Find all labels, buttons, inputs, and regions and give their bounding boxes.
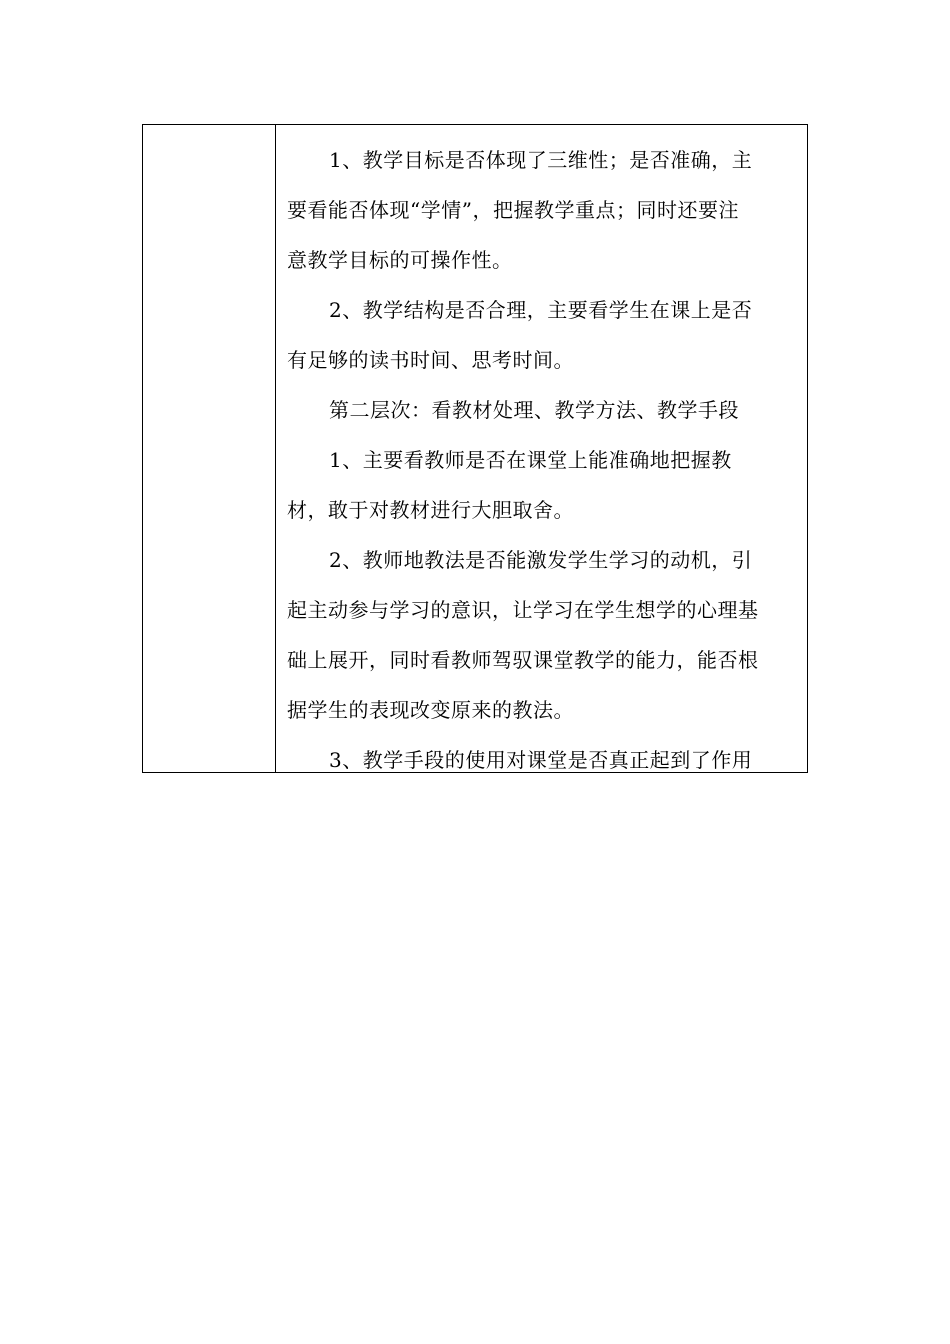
paragraph-teaching-goals: [287, 135, 799, 285]
paragraph-teaching-methods: [287, 535, 799, 735]
text-line: 意教学目标的可操作性。: [287, 248, 513, 272]
text-line: 材，敢于对教材进行大胆取舍。: [287, 498, 574, 522]
text-line: 有足够的读书时间、思考时间。: [287, 348, 574, 372]
table-left-cell: [143, 125, 276, 772]
text-line: 起主动参与学习的意识，让学习在学生想学的心理基: [287, 598, 759, 622]
text-line: 2、教师地教法是否能激发学生学习的动机，引: [329, 548, 753, 572]
text-line: 要看能否体现“学情”，把握教学重点；同时还要注: [287, 198, 739, 222]
paragraph-teaching-tools: [287, 735, 799, 785]
text-line: 据学生的表现改变原来的教法。: [287, 698, 574, 722]
text-line: 3、教学手段的使用对课堂是否真正起到了作用: [329, 748, 753, 772]
section-heading: 第二层次：看教材处理、教学方法、教学手段: [329, 398, 739, 422]
paragraph-second-level-heading: [287, 385, 799, 435]
paragraph-textbook-handling: [287, 435, 799, 535]
document-table: [142, 124, 808, 773]
paragraph-teaching-structure: [287, 285, 799, 385]
text-line: 1、主要看教师是否在课堂上能准确地把握教: [329, 448, 732, 472]
table-right-cell: [276, 125, 807, 772]
text-line: 础上展开，同时看教师驾驭课堂教学的能力，能否根: [287, 648, 759, 672]
text-line: 1、教学目标是否体现了三维性；是否准确，主: [329, 148, 753, 172]
text-line: 2、教学结构是否合理，主要看学生在课上是否: [329, 298, 753, 322]
